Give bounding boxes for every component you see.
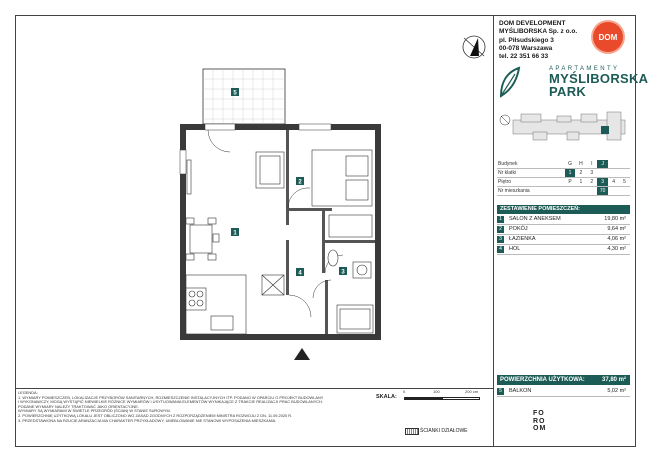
table-cell: G <box>565 160 576 169</box>
table-row <box>497 169 630 178</box>
row-label: Budynek <box>497 160 565 169</box>
floor-info-table <box>497 160 630 196</box>
table-cell: P <box>565 178 576 187</box>
room-row <box>497 245 630 255</box>
room-row <box>497 225 630 235</box>
table-cell: I <box>586 160 597 169</box>
row-label: Piętro <box>497 178 565 187</box>
room-area: 9,64 m² <box>607 226 626 232</box>
table-cell: 2 <box>586 178 597 187</box>
developer-company: MYŚLIBORSKA Sp. z o.o. <box>499 28 578 36</box>
plan-label-5: 5 <box>233 90 237 97</box>
room-area: 5,02 m² <box>607 388 626 394</box>
row-label: Nr mieszkania <box>497 187 565 196</box>
legend-title: LEGENDA: <box>18 390 38 395</box>
plan-label-1: 1 <box>233 230 237 237</box>
table-cell-selected: 1 <box>565 169 576 178</box>
room-row <box>497 215 630 225</box>
room-name: SALON Z ANEKSEM <box>509 216 561 222</box>
legend-line: 3. PRZEDSTAWIONA NA RZUCIE ARANŻACJA MA CHARAKTER PRZYKŁADOWY, UMEBLOWANIE NIE STANOWI WYPOSAŻENIA MIESZKANIA. <box>18 417 277 423</box>
table-cell-selected: 3 <box>597 178 608 187</box>
scale-label: SKALA: <box>376 394 397 400</box>
table-cell: 1 <box>575 178 586 187</box>
rooms-header: ZESTAWIENIE POMIESZCZEŃ: <box>497 205 630 214</box>
developer-name: DOM DEVELOPMENT <box>499 20 566 27</box>
brand-leaf-icon <box>497 66 523 98</box>
brand-name-1: MYŚLIBORSKA <box>549 71 649 86</box>
scale-bar <box>404 397 480 400</box>
developer-street: pl. Piłsudskiego 3 <box>499 36 554 44</box>
foroom-line: RO <box>533 417 546 425</box>
room-number: 4 <box>497 246 504 253</box>
room-name: ŁAZIENKA <box>509 236 536 242</box>
row-label: Nr klatki <box>497 169 565 178</box>
room-name: BALKON <box>509 388 532 394</box>
room-row <box>497 235 630 245</box>
room-number: 3 <box>497 236 504 243</box>
scale-tick: 200 cm <box>465 389 479 394</box>
foroom-line: FO <box>533 410 545 417</box>
balcony-row <box>497 387 630 397</box>
compass-icon <box>463 36 485 58</box>
table-cell-selected: 70 <box>597 187 608 196</box>
table-cell: 5 <box>619 178 630 187</box>
room-number: 2 <box>497 226 504 233</box>
foroom-logo <box>533 410 546 433</box>
room-number: 5 <box>497 388 504 395</box>
table-cell: 3 <box>586 169 597 178</box>
room-area: 4,06 m² <box>607 236 626 242</box>
table-cell-selected: J <box>597 160 608 169</box>
compass-small-icon <box>500 115 510 125</box>
walls-legend-swatch <box>405 428 419 435</box>
balcony <box>203 69 285 124</box>
walls-legend-label: ŚCIANKI DZIAŁOWE <box>420 428 468 434</box>
scale-tick: 0 <box>403 389 406 394</box>
legend-line: WYMIARY SĄ WYMIARAMI W ŚWIETLE PRZEGRÓD (ŚCIAN) W STANIE SUROWYM. <box>18 408 171 414</box>
table-row <box>497 178 630 187</box>
plan-label-2: 2 <box>298 179 302 186</box>
building-key-plan <box>497 104 631 152</box>
table-row <box>497 160 630 169</box>
table-cell: H <box>575 160 586 169</box>
room-area: 19,80 m² <box>604 216 626 222</box>
total-area-value: 37,80 m² <box>601 377 626 383</box>
room-name: HOL <box>509 246 521 252</box>
brand-logo <box>527 66 648 98</box>
legend-line: 2. POWIERZCHNIĘ UŻYTKOWĄ LOKALU JEST OBLICZONO WG ZASAD ZGODNYCH Z ROZPORZĄDZENIEM MINISTRA ROZWOJU Z DN. 11.09.2020 R. <box>18 412 293 418</box>
brand-top: APARTAMENTY <box>549 66 620 72</box>
plan-label-4: 4 <box>298 270 302 277</box>
plan-label-3: 3 <box>341 269 345 276</box>
foroom-line: OM <box>533 425 547 432</box>
table-cell: 2 <box>575 169 586 178</box>
table-cell: 4 <box>608 178 619 187</box>
legend-line: I WYKONAWCZY, MOGĄ WYSTĄPIĆ NIEWIELKIE RÓŻNICE WYMIARÓW I USYTUOWANIA ELEMENTÓW WYNIKAJĄCE Z TRAKCIE REALIZACJI PRAC BUDOWLANYCH. <box>18 399 324 405</box>
developer-phone: tel. 22 351 66 33 <box>499 53 549 61</box>
legend-line: 1. WYMIARY POMIESZCZEŃ, LOKALIZACJE PRZYBORÓW SANITARNYCH, ROZMIESZCZENIE INSTALACYJNYCH ITP. PODANO W OPARCIU O PROJEKT BUDOWLANY <box>18 394 324 400</box>
entrance-arrow-icon <box>294 348 310 360</box>
room-number: 1 <box>497 216 504 223</box>
table-row <box>497 187 630 196</box>
developer-info <box>499 20 577 61</box>
dom-logo: DOM <box>593 22 623 52</box>
total-area <box>497 375 630 385</box>
legend-line: PODANE WYMIARY NALEŻY TRAKTOWAĆ JAKO ORIENTACYJNE. <box>18 403 139 409</box>
brand-name-2: PARK <box>549 84 587 99</box>
legend <box>18 391 378 423</box>
total-area-label: POWIERZCHNIA UŻYTKOWA: <box>500 377 585 383</box>
developer-city: 00-078 Warszawa <box>499 44 553 52</box>
room-name: POKÓJ <box>509 226 528 232</box>
room-area: 4,30 m² <box>607 246 626 252</box>
scale-tick: 100 <box>433 389 440 394</box>
